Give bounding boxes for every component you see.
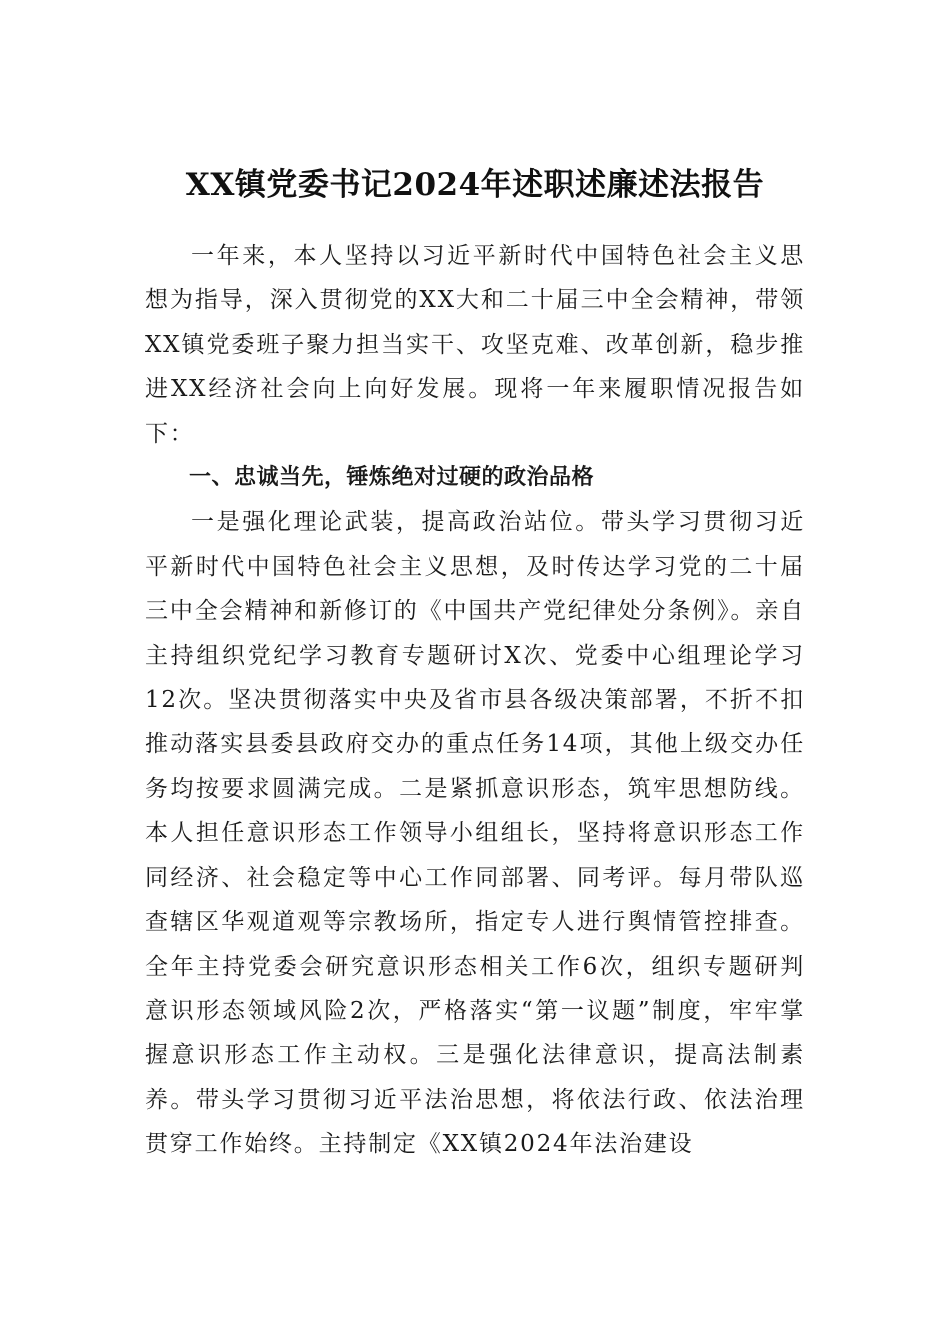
document-body <box>145 234 805 1167</box>
intro-paragraph: 一年来，本人坚持以习近平新时代中国特色社会主义思想为指导，深入贯彻党的XX大和二十届三中全会精神，带领XX镇党委班子聚力担当实干、攻坚克难、改革创新，稳步推进XX经济社会向上向好发展。现将一年来履职情况报告如下： <box>145 243 805 447</box>
document-title: XX镇党委书记2024年述职述廉述法报告 <box>185 167 765 203</box>
section-heading: 一、忠诚当先，锤炼绝对过硬的政治品格 <box>189 465 595 491</box>
section-paragraph: 一是强化理论武装，提高政治站位。带头学习贯彻习近平新时代中国特色社会主义思想，及时传达学习党的二十届三中全会精神和新修订的《中国共产党纪律处分条例》。亲自主持组织党纪学习教育专题研讨X次、党委中心组理论学习12次。坚决贯彻落实中央及省市县各级决策部署，不折不扣推动落实县委县政府交办的重点任务14项，其他上级交办任务均按要求圆满完成。二是紧抓意识形态，筑牢思想防线。本人担任意识形态工作领导小组组长，坚持将意识形态工作同经济、社会稳定等中心工作同部署、同考评。每月带队巡查辖区华观道观等宗教场所，指定专人进行舆情管控排查。全年主持党委会研究意识形态相关工作6次，组织专题研判意识形态领域风险2次，严格落实“第一议题”制度，牢牢掌握意识形态工作主动权。三是强化法律意识，提高法制素养。带头学习贯彻习近平法治思想，将依法行政、依法治理贯穿工作始终。主持制定《XX镇2024年法治建设 <box>145 509 805 1158</box>
